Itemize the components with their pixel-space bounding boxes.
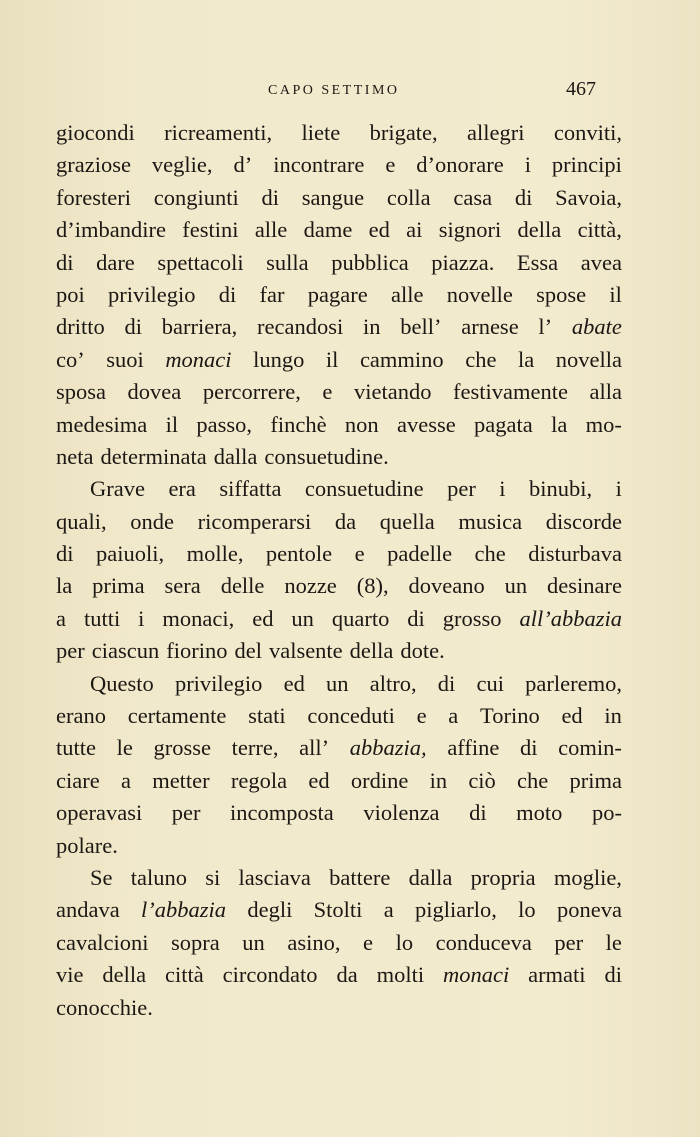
word: mo- (585, 411, 622, 437)
word: armati (528, 962, 586, 988)
text-line (56, 117, 622, 149)
text-line (56, 635, 622, 667)
text-line (56, 311, 622, 343)
word: sera (164, 573, 201, 599)
paragraph (56, 117, 622, 473)
word: abbazia, (349, 735, 427, 761)
word: taluno (130, 864, 187, 890)
text-line (56, 506, 622, 538)
word: passo, (196, 411, 253, 437)
word: della (102, 962, 147, 988)
word: medesima (56, 411, 148, 437)
paragraph (56, 668, 622, 862)
word: paiuoli, (95, 541, 165, 567)
text-line (56, 668, 622, 700)
word: polare. (56, 832, 118, 858)
word: circondato (222, 962, 318, 988)
word: e (363, 929, 374, 955)
word: i (499, 476, 506, 502)
word: pigliarlo, (415, 897, 497, 923)
word: degli (247, 897, 293, 923)
word: di (437, 670, 456, 696)
running-title: CAPO SETTIMO (268, 83, 400, 98)
word: della (517, 217, 562, 243)
word: Questo (90, 670, 154, 696)
word: la (517, 346, 535, 372)
word: ordine (350, 767, 409, 793)
word: determinata (100, 443, 207, 469)
word: da (336, 962, 358, 988)
text-line (56, 441, 622, 473)
word: quella (379, 508, 435, 534)
word: parleremo, (525, 670, 622, 696)
word: per (171, 800, 201, 826)
text-line (56, 862, 622, 894)
word: stati (248, 703, 286, 729)
word: moto (516, 800, 563, 826)
word: allegri (467, 120, 525, 145)
word: per (447, 476, 476, 502)
word: signori (438, 217, 502, 243)
word: sulla (266, 249, 309, 275)
word: di (124, 314, 142, 340)
text-line (56, 409, 622, 441)
text-line (56, 700, 622, 732)
text-line (56, 149, 622, 181)
word: consuetudine (304, 476, 424, 502)
word: a (56, 605, 66, 631)
text-line (56, 765, 622, 797)
word: festivamente (453, 379, 568, 405)
word: vietando (353, 379, 432, 405)
word: il (325, 346, 339, 372)
word: non (344, 411, 379, 437)
word: bell’ (400, 314, 442, 340)
word: discorde (545, 508, 622, 534)
word: battere (329, 864, 391, 890)
word: città, (577, 217, 622, 243)
word: di (604, 962, 622, 988)
word: che (465, 346, 497, 372)
text-line (56, 344, 622, 376)
word: poi (56, 281, 85, 307)
word: abate (571, 314, 622, 340)
word: sposa (56, 379, 106, 405)
word: propria (470, 864, 536, 890)
word: i (524, 152, 531, 178)
text-line (56, 797, 622, 829)
paragraph (56, 862, 622, 1024)
word: asino, (287, 929, 341, 955)
word: ed (308, 767, 330, 793)
word: altro, (369, 670, 417, 696)
word: ed (368, 217, 390, 243)
word: e (385, 152, 396, 178)
word: era (168, 476, 196, 502)
word: festini (182, 217, 239, 243)
word: e (322, 379, 333, 405)
word: moglie, (553, 864, 622, 890)
word: comin- (558, 735, 622, 761)
word: il (609, 281, 622, 307)
word: conduceva (435, 929, 532, 955)
word: privilegio (108, 281, 196, 307)
word: lasciava (238, 864, 311, 890)
word: ed (252, 605, 274, 631)
text-line (56, 182, 622, 214)
word: operavasi (56, 800, 143, 826)
word: della (349, 638, 394, 664)
word: Se (90, 864, 113, 890)
word: pagare (307, 281, 368, 307)
word: liete (301, 120, 341, 145)
word: a (448, 703, 459, 729)
word: nozze (284, 573, 337, 599)
word: desinare (547, 573, 622, 599)
word: per (56, 638, 85, 664)
word: valsente (268, 638, 343, 664)
word: si (205, 864, 221, 890)
word: di (514, 184, 533, 210)
word: un (242, 929, 265, 955)
word: piazza. (431, 249, 495, 275)
word: l’abbazia (141, 897, 227, 923)
word: ciascun (91, 638, 160, 664)
text-line (56, 279, 622, 311)
word: monaci, (162, 605, 235, 631)
word: per (554, 929, 584, 955)
word: erano (56, 703, 106, 729)
word: all’abbazia (519, 605, 622, 631)
word: dalla (408, 864, 453, 890)
word: cui (476, 670, 504, 696)
word: a (383, 897, 394, 923)
word: cammino (359, 346, 444, 372)
word: privilegio (174, 670, 263, 696)
text-line (56, 214, 622, 246)
word: pagata (474, 411, 533, 437)
word: spose (536, 281, 587, 307)
word: molle, (186, 541, 244, 567)
word: le (116, 735, 133, 761)
word: che (474, 541, 506, 567)
word: monaci (165, 346, 232, 372)
word: colla (386, 184, 431, 210)
word: andava (56, 897, 120, 923)
text-line (56, 927, 622, 959)
word: e (416, 703, 427, 729)
word: Essa (516, 249, 559, 275)
word: spettacoli (157, 249, 244, 275)
word: onde (130, 508, 174, 534)
word: e (354, 541, 365, 567)
word: pubblica (331, 249, 409, 275)
word: l’ (538, 314, 553, 340)
word: grosso (442, 605, 502, 631)
word: affine (447, 735, 500, 761)
word: dalla (213, 443, 258, 469)
word: città (164, 962, 204, 988)
word: del (234, 638, 262, 664)
word: d’onorare (416, 152, 504, 178)
word: veglie, (151, 152, 213, 178)
text-line (56, 830, 622, 862)
word: lo (518, 897, 536, 923)
word: di (520, 735, 538, 761)
word: dovea (127, 379, 182, 405)
word: ricreamenti, (164, 120, 273, 145)
word: di (261, 184, 279, 210)
word: poneva (556, 897, 622, 923)
word: dame (303, 217, 353, 243)
word: alla (589, 379, 622, 405)
word: la (56, 573, 73, 599)
word: ai (406, 217, 423, 243)
word: tutti (83, 605, 121, 631)
word: metter (152, 767, 210, 793)
word: neta (56, 443, 94, 469)
word: conocchie. (56, 994, 153, 1020)
word: po- (591, 800, 622, 826)
word: d’imbandire (56, 217, 166, 243)
word: pentole (265, 541, 333, 567)
word: padelle (387, 541, 453, 567)
word: sopra (171, 929, 220, 955)
word: molti (376, 962, 425, 988)
word: violenza (363, 800, 440, 826)
word: quarto (331, 605, 390, 631)
page-number: 467 (566, 78, 596, 100)
word: principi (551, 152, 622, 178)
word: sangue (301, 184, 365, 210)
word: ed (561, 703, 583, 729)
word: recandosi (257, 314, 344, 340)
word: musica (458, 508, 523, 534)
word: brigate, (369, 120, 438, 145)
word: finchè (270, 411, 327, 437)
word: percorrere, (202, 379, 301, 405)
word: all’ (299, 735, 330, 761)
word: dare (96, 249, 135, 275)
word: di (218, 281, 237, 307)
word: novella (555, 346, 622, 372)
word: fiorino (166, 638, 228, 664)
word: vie (56, 962, 84, 988)
word: di (56, 249, 74, 275)
text-line (56, 473, 622, 505)
word: di (56, 541, 74, 567)
word: congiunti (153, 184, 239, 210)
word: graziose (56, 152, 131, 178)
word: d’ (233, 152, 253, 178)
word: dote. (400, 638, 445, 664)
text-line (56, 603, 622, 635)
word: ciò (468, 767, 496, 793)
word: siffatta (219, 476, 282, 502)
word: novelle (446, 281, 513, 307)
word: disturbava (528, 541, 622, 567)
word: avea (580, 249, 622, 275)
word: suoi (106, 346, 144, 372)
word: incontrare (273, 152, 365, 178)
text-line (56, 992, 622, 1024)
word: casa (453, 184, 493, 210)
word: dritto (56, 314, 105, 340)
word: arnese (461, 314, 519, 340)
word: alle (254, 217, 288, 243)
word: monaci (442, 962, 510, 988)
word: il (165, 411, 179, 437)
word: grosse (153, 735, 212, 761)
word: ed (283, 670, 305, 696)
word: regola (230, 767, 288, 793)
word: tutte (56, 735, 96, 761)
word: Savoia, (555, 184, 622, 210)
text-line (56, 959, 622, 991)
word: conceduti (307, 703, 395, 729)
word: doveano (408, 573, 485, 599)
text-line (56, 570, 622, 602)
word: avesse (396, 411, 456, 437)
word: binubi, (529, 476, 593, 502)
word: di (407, 605, 425, 631)
word: prima (569, 767, 622, 793)
word: prima (92, 573, 145, 599)
word: cavalcioni (56, 929, 149, 955)
body-text (56, 117, 622, 1024)
word: in (604, 703, 622, 729)
word: lungo (253, 346, 305, 372)
word: certamente (127, 703, 227, 729)
word: un (504, 573, 528, 599)
word: (8), (356, 573, 389, 599)
word: lo (395, 929, 414, 955)
word: barriera, (161, 314, 238, 340)
text-line (56, 538, 622, 570)
word: co’ (56, 346, 85, 372)
text-line (56, 376, 622, 408)
word: che (517, 767, 549, 793)
text-line (56, 894, 622, 926)
word: le (605, 929, 622, 955)
text-line (56, 247, 622, 279)
word: i (615, 476, 622, 502)
word: un (291, 605, 314, 631)
word: consuetudine. (264, 443, 389, 469)
word: terre, (231, 735, 279, 761)
word: incomposta (230, 800, 334, 826)
word: conviti, (553, 120, 622, 145)
word: in (363, 314, 381, 340)
word: alle (390, 281, 424, 307)
paragraph (56, 473, 622, 667)
word: giocondi (56, 120, 135, 145)
word: Grave (90, 476, 145, 502)
word: di (469, 800, 487, 826)
word: la (551, 411, 568, 437)
word: Torino (480, 703, 540, 729)
word: ciare (56, 767, 100, 793)
text-line (56, 732, 622, 764)
word: a (120, 767, 131, 793)
word: far (259, 281, 285, 307)
word: un (326, 670, 349, 696)
word: delle (220, 573, 265, 599)
running-head (0, 78, 700, 108)
word: Stolti (313, 897, 363, 923)
word: quali, (56, 508, 107, 534)
word: i (138, 605, 145, 631)
word: ricomperarsi (197, 508, 312, 534)
word: in (429, 767, 448, 793)
word: da (334, 508, 357, 534)
word: foresteri (56, 184, 131, 210)
